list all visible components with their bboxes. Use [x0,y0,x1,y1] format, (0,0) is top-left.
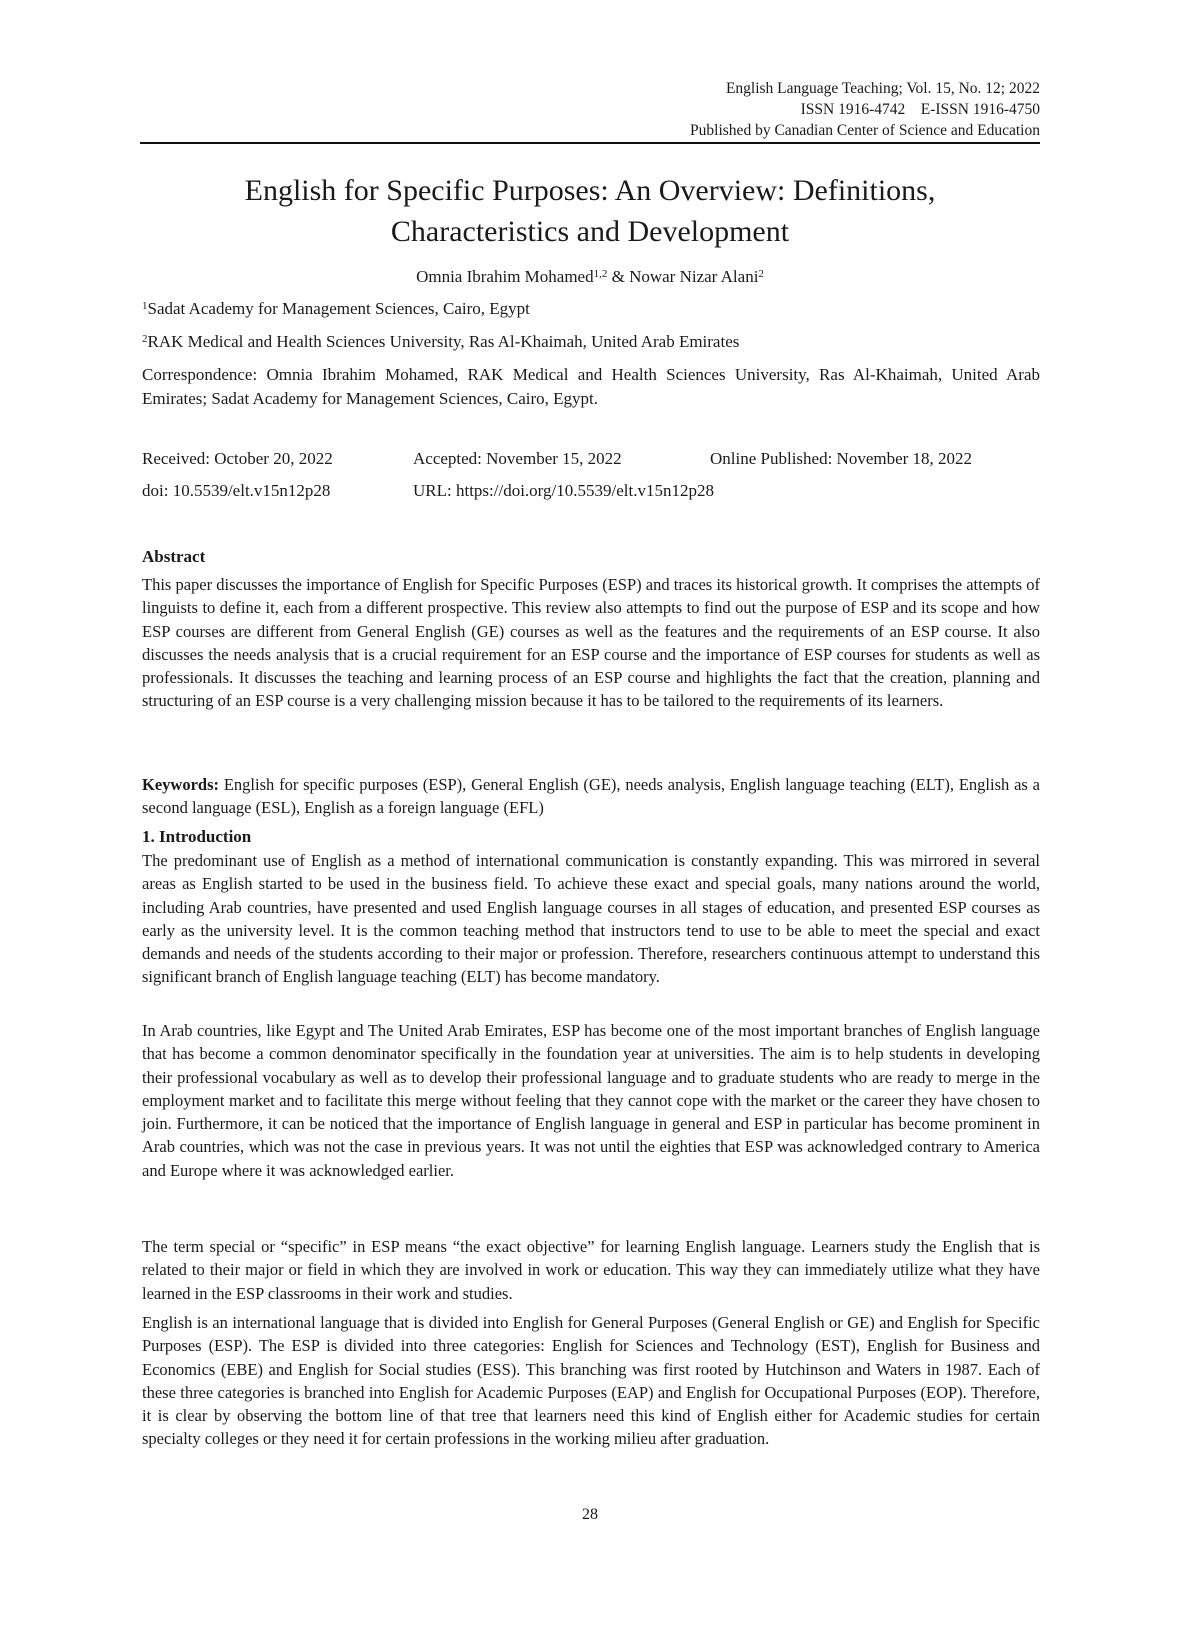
journal-citation: English Language Teaching; Vol. 15, No. 12; 2022 [725,80,1040,97]
published-date: Online Published: November 18, 2022 [710,449,973,468]
journal-issn: ISSN 1916-4742 E-ISSN 1916-4750 [800,101,1040,118]
intro-paragraph-4: English is an international language that is divided into English for General Purposes (General English or GE) and English for Specific Purposes (ESP). The ESP is divided into three categories: English for Sciences and Technology (EST), English for Business and Economics (EBE) and English for Social studies (ESS). This branching was first rooted by Hutchinson and Waters in 1987. Each of these three categories is branched into English for Academic Purposes (EAP) and English for Occupational Purposes (EOP). Therefore, it is clear by observing the bottom line of that tree that learners need this kind of English either for Academic studies for certain specialty colleges or they need it for certain professions in the working milieu after graduation. [142,1313,1040,1449]
affiliation-1 [142,298,530,320]
affiliation-2-text: RAK Medical and Health Sciences University, Ras Al-Khaimah, United Arab Emirates [147,332,740,351]
title-line-2: Characteristics and Development [390,215,790,248]
doi-url-link[interactable]: URL: https://doi.org/10.5539/elt.v15n12p28 [413,481,714,500]
paper-title [140,170,1040,252]
keywords-list: English for specific purposes (ESP), General English (GE), needs analysis, English language teaching (ELT), English as a second language (ESL), English as a foreign language (EFL) [142,775,1040,818]
doi: doi: 10.5539/elt.v15n12p28 [142,481,331,500]
author-separator: & [607,267,630,286]
keywords-label: Keywords: [142,775,219,794]
journal-header [140,78,1040,141]
received-date: Received: October 20, 2022 [142,449,333,468]
abstract-text: This paper discusses the importance of English for Specific Purposes (ESP) and traces its historical growth. It comprises the attempts of linguists to define it, each from a different prospective. This review also attempts to find out the purpose of ESP and its scope and how ESP courses are different from General English (GE) courses as well as the features and the requirements of an ESP course. It also discusses the needs analysis that is a crucial requirement for an ESP course and the importance of ESP courses for students as well as professionals. It discusses the teaching and learning process of an ESP course and highlights the fact that the creation, planning and structuring of an ESP course is a very challenging mission because it has to be tailored to the requirements of its learners. [142,575,1040,711]
author-1: Omnia Ibrahim Mohamed [416,267,594,286]
author-2: Nowar Nizar Alani [629,267,759,286]
page-number: 28 [582,1506,598,1523]
accepted-date: Accepted: November 15, 2022 [413,449,622,468]
journal-publisher: Published by Canadian Center of Science and Education [690,122,1040,139]
abstract-heading: Abstract [142,547,206,566]
intro-paragraph-2: In Arab countries, like Egypt and The United Arab Emirates, ESP has become one of the most important branches of English language that has become a common denominator specifically in the foundation year at universities. The aim is to help students in developing their professional vocabulary as well as to develop their professional language and to graduate students who are ready to merge in the employment market and to facilitate this merge without feeling that they cannot cope with the market or the career they have chosen to join. Furthermore, it can be noticed that the importance of English language in general and ESP in particular has become prominent in Arab countries, which was not the case in previous years. It was not until the eighties that ESP was acknowledged contrary to America and Europe where it was acknowledged earlier. [142,1021,1040,1180]
title-line-1: English for Specific Purposes: An Overview: Definitions, [244,174,936,207]
correspondence: Correspondence: Omnia Ibrahim Mohamed, RAK Medical and Health Sciences University, Ras Al-Khaimah, United Arab Emirates; Sadat Academy for Management Sciences, Cairo, Egypt. [142,365,1040,408]
author-list [140,266,1040,288]
keywords [142,773,1040,820]
section-heading-introduction: 1. Introduction [142,827,252,846]
affiliation-2 [142,331,739,353]
author-2-affiliation-mark: 2 [758,268,764,280]
header-rule [140,142,1040,144]
intro-paragraph-3: The term special or “specific” in ESP means “the exact objective” for learning English language. Learners study the English that is related to their major or field in which they are involved in work or education. This way they can immediately utilize what they have learned in the ESP classrooms in their work and studies. [142,1237,1040,1303]
intro-paragraph-1: The predominant use of English as a method of international communication is constantly expanding. This was mirrored in several areas as English started to be used in the business field. To achieve these exact and special goals, many nations around the world, including Arab countries, have presented and used English language courses in all stages of education, and presented ESP courses as early as the university level. It is the common teaching method that instructors tend to use to be able to meet the special and exact demands and needs of the students according to their major or profession. Therefore, researchers continuous attempt to understand this significant branch of English language teaching (ELT) has become mandatory. [142,851,1040,987]
affiliation-2-mark: 2 [142,333,148,345]
affiliation-1-mark: 1 [142,300,148,312]
author-1-affiliation-mark: 1,2 [593,268,608,280]
affiliation-1-text: Sadat Academy for Management Sciences, Cairo, Egypt [147,299,530,318]
